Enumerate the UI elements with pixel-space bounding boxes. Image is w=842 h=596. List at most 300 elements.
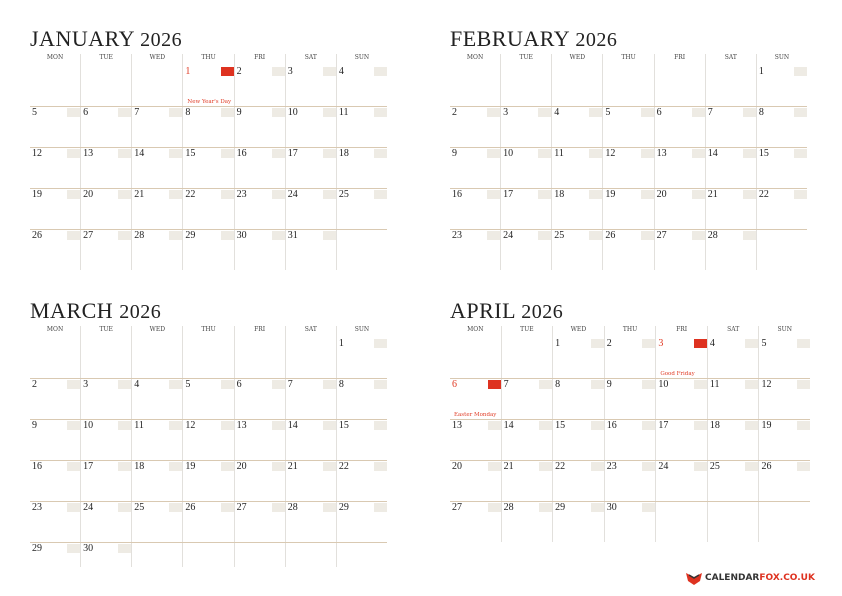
day-number: 9 [452,148,457,159]
day-cell[interactable] [131,148,182,188]
day-number: 12 [605,148,616,159]
note-box [272,462,285,471]
weekday-label: FRI [655,326,707,338]
weekday-label: THU [182,54,233,66]
day-cell[interactable] [80,420,131,460]
day-number: 9 [236,107,242,118]
day-cell[interactable] [131,461,182,501]
day-cell[interactable] [30,502,80,542]
day-cell[interactable] [707,420,759,460]
day-cell[interactable] [552,502,604,542]
day-number: 31 [287,230,298,241]
day-number: 1 [338,338,344,349]
calendar-grid [450,326,810,542]
weekday-label: TUE [80,326,131,338]
day-cell[interactable] [131,502,182,542]
day-cell[interactable] [551,189,602,229]
day-cell[interactable] [707,379,759,419]
day-number: 21 [707,189,718,200]
day-cell[interactable] [501,379,553,419]
day-number: 12 [32,148,42,159]
day-number: 8 [758,107,764,118]
empty-cell [234,543,285,567]
note-box [272,108,285,117]
note-box [221,503,234,512]
day-cell[interactable] [131,420,182,460]
note-box [692,231,705,240]
day-cell[interactable] [758,461,810,501]
day-cell[interactable] [30,420,80,460]
day-cell[interactable] [30,379,80,419]
day-number: 6 [236,379,242,390]
day-cell[interactable] [604,338,656,378]
day-cell[interactable] [450,230,500,270]
note-box [323,462,336,471]
day-cell[interactable] [602,107,653,147]
day-cell[interactable] [80,230,131,270]
note-box [694,421,707,430]
note-box [794,190,807,199]
day-cell[interactable] [182,148,233,188]
note-box [539,462,552,471]
empty-cell [131,66,182,106]
day-number: 17 [83,461,94,472]
day-number: 6 [656,107,662,118]
note-box [221,462,234,471]
week-row [30,106,387,147]
weekday-label: WED [552,326,604,338]
day-cell[interactable] [501,461,553,501]
day-cell[interactable] [285,502,336,542]
day-cell[interactable] [285,148,336,188]
day-cell[interactable] [705,189,756,229]
empty-cell [182,338,233,378]
note-box [487,190,500,199]
day-cell[interactable] [758,338,810,378]
note-box [67,380,80,389]
day-cell[interactable] [551,107,602,147]
week-row [450,460,810,501]
day-cell[interactable] [285,420,336,460]
day-cell[interactable] [655,461,707,501]
month-year: 2026 [119,301,162,323]
note-box [374,190,387,199]
day-cell[interactable] [758,420,810,460]
day-cell[interactable] [80,502,131,542]
weekday-label: WED [551,54,602,66]
note-box [221,421,234,430]
note-box [374,339,387,348]
day-cell[interactable] [602,148,653,188]
day-cell[interactable] [336,338,387,378]
logo-text-2: FOX.CO.UK [759,573,815,583]
day-number: 25 [554,230,565,241]
day-number: 20 [656,189,667,200]
day-cell[interactable] [80,107,131,147]
note-box [591,339,604,348]
day-number: 5 [605,107,611,118]
day-cell[interactable] [336,379,387,419]
day-number: 4 [709,338,715,349]
day-cell[interactable] [131,107,182,147]
note-box [692,190,705,199]
note-box [374,503,387,512]
note-box [487,231,500,240]
note-box [797,462,810,471]
day-number: 17 [503,189,514,200]
day-cell[interactable] [655,338,707,378]
month-year: 2026 [140,29,183,51]
day-number: 15 [555,420,566,431]
note-box [642,380,655,389]
day-number: 13 [236,420,247,431]
empty-cell [285,338,336,378]
day-cell[interactable] [450,461,501,501]
day-cell[interactable] [182,379,233,419]
weekday-label: SAT [285,326,336,338]
day-number: 15 [338,420,349,431]
note-box [67,503,80,512]
day-cell[interactable] [500,148,551,188]
day-number: 5 [185,379,191,390]
day-number: 15 [758,148,769,159]
day-number: 19 [761,420,772,431]
day-number: 22 [338,461,349,472]
day-cell[interactable] [30,189,80,229]
note-box [487,108,500,117]
day-cell[interactable] [705,148,756,188]
calendar-grid [30,326,387,567]
day-number: 22 [555,461,566,472]
empty-cell [551,66,602,106]
note-box [323,503,336,512]
note-box [488,421,501,430]
day-cell[interactable] [501,502,553,542]
day-cell[interactable] [552,379,604,419]
day-cell[interactable] [30,543,80,567]
day-number: 4 [134,379,140,390]
day-cell[interactable] [30,230,80,270]
day-cell[interactable] [654,230,705,270]
day-cell[interactable] [336,461,387,501]
week-row [30,378,387,419]
day-cell[interactable] [707,338,759,378]
day-cell[interactable] [234,230,285,270]
day-number: 27 [656,230,667,241]
empty-cell [131,338,182,378]
note-box [323,231,336,240]
day-cell[interactable] [604,502,656,542]
day-cell[interactable] [654,189,705,229]
day-cell[interactable] [604,420,656,460]
day-cell[interactable] [131,379,182,419]
note-box [488,462,501,471]
day-cell[interactable] [182,502,233,542]
day-cell[interactable] [285,379,336,419]
empty-cell [707,502,759,542]
month-title [450,298,810,328]
day-cell[interactable] [756,66,807,106]
day-number: 26 [605,230,616,241]
day-cell[interactable] [500,189,551,229]
day-number: 22 [185,189,196,200]
note-box [539,380,552,389]
day-cell[interactable] [234,420,285,460]
day-number: 2 [606,338,612,349]
day-cell[interactable] [30,461,80,501]
day-number: 19 [32,189,42,200]
note-box [487,149,500,158]
day-cell[interactable] [234,107,285,147]
day-number: 21 [503,461,514,472]
day-cell[interactable] [551,148,602,188]
day-cell[interactable] [655,420,707,460]
day-cell[interactable] [234,379,285,419]
day-number: 12 [185,420,196,431]
day-cell[interactable] [80,148,131,188]
day-cell[interactable] [336,66,387,106]
day-number: 22 [758,189,769,200]
note-box [118,190,131,199]
day-number: 25 [338,189,349,200]
note-box [323,190,336,199]
day-cell[interactable] [30,148,80,188]
day-cell[interactable] [285,66,336,106]
month-year: 2026 [575,29,618,51]
day-cell[interactable] [500,230,551,270]
day-number: 27 [83,230,94,241]
weekday-header [450,54,807,66]
day-cell[interactable] [450,107,500,147]
day-cell[interactable] [654,107,705,147]
day-cell[interactable] [336,189,387,229]
day-cell[interactable] [500,107,551,147]
day-number: 10 [287,107,298,118]
day-number: 19 [605,189,616,200]
day-cell[interactable] [654,148,705,188]
day-cell[interactable] [30,107,80,147]
day-number: 14 [134,148,145,159]
note-box [642,339,655,348]
weekday-label: FRI [654,54,705,66]
day-cell[interactable] [450,379,501,419]
day-cell[interactable] [604,461,656,501]
day-cell[interactable] [182,66,233,106]
day-number: 28 [503,502,514,513]
note-box [67,462,80,471]
day-cell[interactable] [450,189,500,229]
empty-cell [234,338,285,378]
note-box [641,231,654,240]
day-cell[interactable] [80,461,131,501]
note-box [539,503,552,512]
note-box [67,108,80,117]
day-number: 25 [709,461,720,472]
empty-cell [182,543,233,567]
day-number: 20 [452,461,462,472]
note-box [745,339,758,348]
day-number: 6 [452,379,457,390]
day-cell[interactable] [450,420,501,460]
note-box [538,231,551,240]
day-cell[interactable] [182,230,233,270]
day-number: 14 [707,148,718,159]
note-box [692,108,705,117]
day-cell[interactable] [80,379,131,419]
empty-cell [285,543,336,567]
day-cell[interactable] [80,189,131,229]
fox-icon [686,571,702,585]
day-number: 23 [606,461,617,472]
day-cell[interactable] [234,189,285,229]
note-box [272,149,285,158]
day-cell[interactable] [756,189,807,229]
day-cell[interactable] [602,189,653,229]
note-box [272,503,285,512]
note-box [272,231,285,240]
note-box [797,421,810,430]
day-number: 5 [761,338,767,349]
day-number: 18 [134,461,145,472]
empty-cell [501,338,553,378]
day-cell[interactable] [131,230,182,270]
day-cell[interactable] [80,543,131,567]
day-number: 16 [236,148,247,159]
day-cell[interactable] [705,107,756,147]
day-cell[interactable] [501,420,553,460]
day-number: 15 [185,148,196,159]
day-number: 8 [555,379,561,390]
note-box [538,190,551,199]
day-cell[interactable] [234,148,285,188]
day-cell[interactable] [131,189,182,229]
day-cell[interactable] [552,461,604,501]
note-box [589,108,602,117]
week-row [450,338,810,378]
weekday-label: SUN [336,326,387,338]
day-cell[interactable] [285,189,336,229]
note-box [591,380,604,389]
weekday-header [30,54,387,66]
day-cell[interactable] [182,107,233,147]
day-cell[interactable] [552,420,604,460]
note-box [118,231,131,240]
day-cell[interactable] [336,420,387,460]
note-box [118,108,131,117]
day-cell[interactable] [602,230,653,270]
empty-cell [80,66,131,106]
day-cell[interactable] [234,66,285,106]
weekday-label: TUE [80,54,131,66]
empty-cell [655,502,707,542]
day-number: 10 [503,148,514,159]
day-number: 6 [83,107,89,118]
day-number: 20 [236,461,247,472]
note-box [323,380,336,389]
note-box [169,190,182,199]
day-cell[interactable] [182,420,233,460]
weekday-label: SUN [336,54,387,66]
day-number: 13 [83,148,94,159]
day-cell[interactable] [450,502,501,542]
day-cell[interactable] [285,230,336,270]
day-number: 1 [555,338,561,349]
weekday-header [450,326,810,338]
week-row [30,188,387,229]
note-box [169,503,182,512]
day-number: 1 [758,66,764,77]
day-cell[interactable] [551,230,602,270]
note-box [743,231,756,240]
day-number: 23 [236,189,247,200]
empty-cell [30,338,80,378]
day-cell[interactable] [552,338,604,378]
note-box [794,108,807,117]
month-name: MARCH [30,298,114,323]
note-box [692,149,705,158]
logo-text-1: CALENDAR [705,573,760,583]
day-cell[interactable] [705,230,756,270]
day-number: 30 [606,502,617,513]
month-april [450,298,810,513]
day-cell[interactable] [182,189,233,229]
empty-cell [500,66,551,106]
month-title [450,26,807,56]
note-box [67,190,80,199]
day-number: 24 [83,502,94,513]
day-cell[interactable] [604,379,656,419]
note-box [374,108,387,117]
calendarfox-logo[interactable] [686,571,815,585]
day-cell[interactable] [758,379,810,419]
day-number: 9 [606,379,612,390]
day-cell[interactable] [234,461,285,501]
day-cell[interactable] [756,148,807,188]
day-number: 16 [452,189,462,200]
day-number: 27 [452,502,462,513]
holiday-label: Easter Monday [454,412,497,418]
empty-cell [30,66,80,106]
day-number: 27 [236,502,247,513]
weekday-label: SAT [705,54,756,66]
day-number: 24 [503,230,514,241]
day-number: 18 [554,189,565,200]
day-number: 11 [338,107,349,118]
day-number: 17 [287,148,298,159]
note-box [323,108,336,117]
note-box [169,149,182,158]
day-cell[interactable] [336,107,387,147]
day-cell[interactable] [707,461,759,501]
day-number: 26 [761,461,772,472]
note-box [591,462,604,471]
day-cell[interactable] [234,502,285,542]
day-cell[interactable] [336,148,387,188]
note-box [323,421,336,430]
day-cell[interactable] [285,461,336,501]
month-february [450,26,807,241]
day-cell[interactable] [182,461,233,501]
day-cell[interactable] [285,107,336,147]
day-cell[interactable] [336,502,387,542]
empty-cell [450,338,501,378]
note-box [694,380,707,389]
note-box [118,421,131,430]
day-cell[interactable] [756,107,807,147]
day-cell[interactable] [450,148,500,188]
day-cell[interactable] [655,379,707,419]
note-box [641,190,654,199]
